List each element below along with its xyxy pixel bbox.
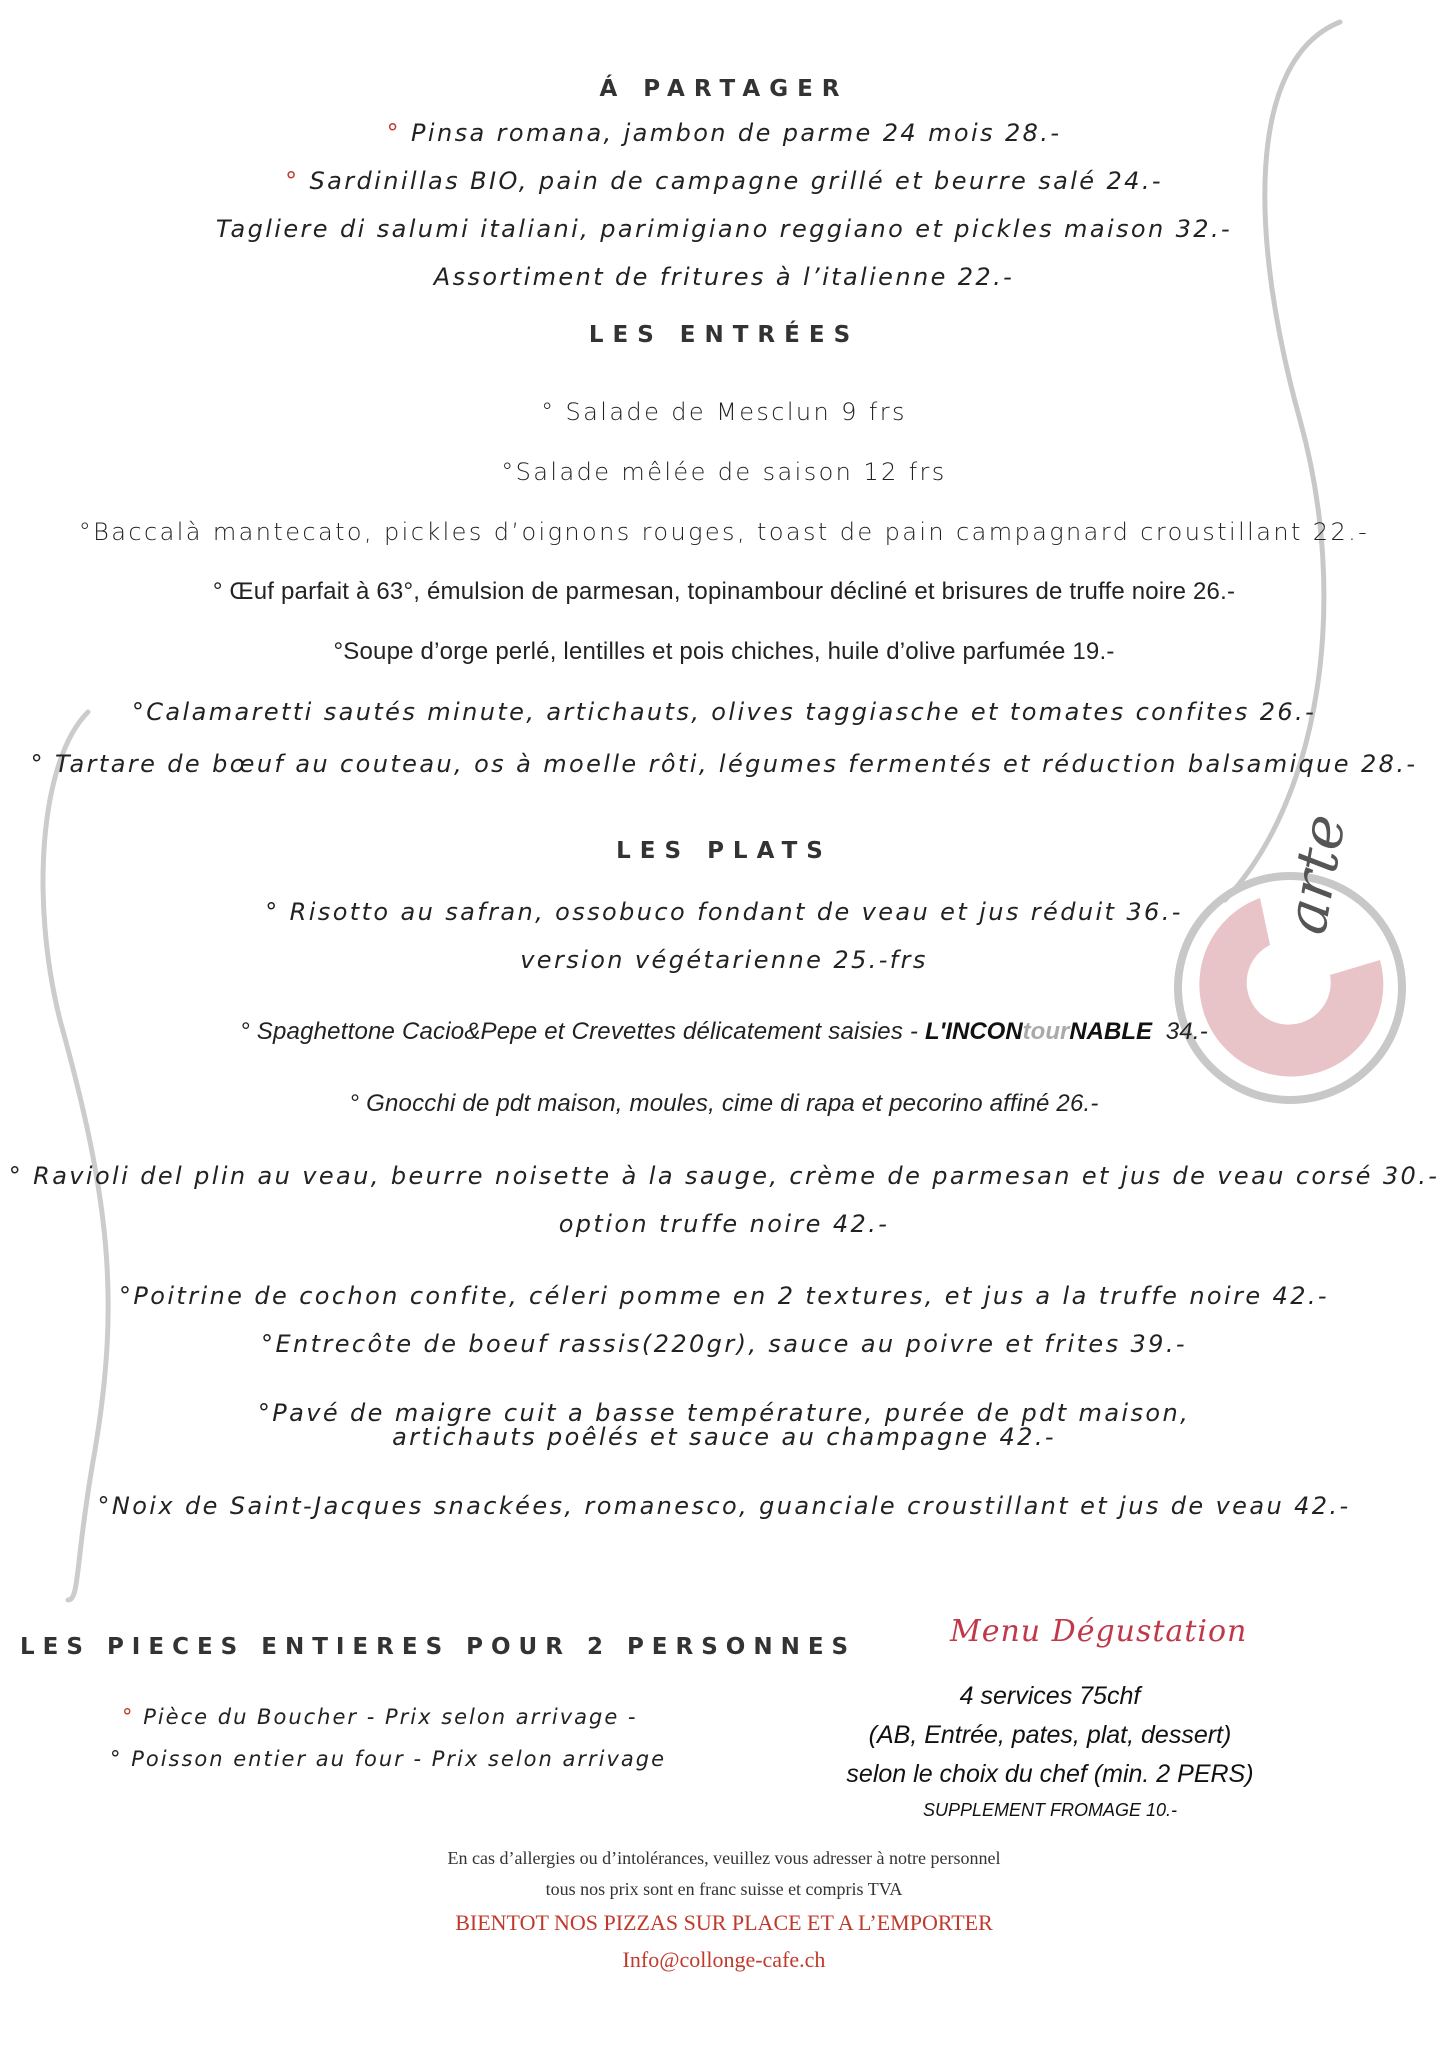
pizzas-note: BIENTOT NOS PIZZAS SUR PLACE ET A L’EMPORTER: [455, 1910, 993, 1935]
menu-item: °Entrecôte de boeuf rassis(220gr), sauce au poivre et frites 39.-: [261, 1330, 1187, 1358]
menu-item: °Soupe d’orge perlé, lentilles et pois chiches, huile d’olive parfumée 19.-: [333, 638, 1115, 665]
menu-item: ° Pièce du Boucher - Prix selon arrivage -: [122, 1705, 638, 1729]
section-title-plats: LES PLATS: [616, 838, 832, 864]
menu-item: ° Salade de Mesclun 9 frs: [541, 398, 907, 426]
degustation-line: (AB, Entrée, pates, plat, dessert): [868, 1721, 1232, 1749]
menu-item: ° Ravioli del plin au veau, beurre noisette à la sauge, crème de parmesan et jus de veau corsé 30.-: [8, 1162, 1440, 1190]
menu-item: option truffe noire 42.-: [558, 1210, 890, 1238]
menu-item: °Noix de Saint-Jacques snackées, romanesco, guanciale croustillant et jus de veau 42.-: [97, 1492, 1351, 1520]
allergy-note: En cas d’allergies ou d’intolérances, veuillez vous adresser à notre personnel: [447, 1848, 1001, 1868]
menu-item: ° Pinsa romana, jambon de parme 24 mois 28.-: [386, 119, 1062, 147]
menu-item: ° Œuf parfait à 63°, émulsion de parmesan, topinambour décliné et brisures de truffe noire 26.-: [212, 578, 1236, 605]
menu-item: °Calamaretti sautés minute, artichauts, olives taggiasche et tomates confites 26.-: [131, 698, 1317, 726]
menu-item: °Poitrine de cochon confite, céleri pomme en 2 textures, et jus a la truffe noire 42.-: [119, 1282, 1329, 1310]
degustation-line: SUPPLEMENT FROMAGE 10.-: [922, 1800, 1178, 1820]
menu-item: ° Gnocchi de pdt maison, moules, cime di rapa et pecorino affiné 26.-: [349, 1090, 1099, 1117]
menu-item: °Pavé de maigre cuit a basse température, purée de pdt maison,: [257, 1399, 1191, 1427]
degustation-title: Menu Dégustation: [950, 1614, 1248, 1649]
menu-item: °Baccalà mantecato, pickles d’oignons rouges, toast de pain campagnard croustillant 22.-: [78, 518, 1370, 546]
menu-item: version végétarienne 25.-frs: [520, 946, 928, 974]
degustation-line: selon le choix du chef (min. 2 PERS): [846, 1760, 1254, 1788]
degree-mark: °: [386, 119, 401, 147]
menu-item: ° Spaghettone Cacio&Pepe et Crevettes délicatement saisies - L'INCONtourNABLE 34.-: [240, 1018, 1208, 1045]
menu-item: ° Sardinillas BIO, pain de campagne grillé et beurre salé 24.-: [285, 167, 1163, 195]
menu-item: artichauts poêlés et sauce au champagne 42.-: [392, 1423, 1056, 1451]
inconournable-label: L'INCONtourNABLE: [924, 1018, 1152, 1045]
contact-email[interactable]: Info@collonge-cafe.ch: [622, 1947, 826, 1972]
menu-item: Tagliere di salumi italiani, parimigiano reggiano et pickles maison 32.-: [215, 215, 1233, 243]
degree-mark: °: [285, 167, 300, 195]
prices-note: tous nos prix sont en franc suisse et compris TVA: [545, 1879, 903, 1899]
menu-item: ° Risotto au safran, ossobuco fondant de veau et jus réduit 36.-: [265, 898, 1183, 926]
logo-text: arte: [1271, 809, 1359, 939]
degustation-line: 4 services 75chf: [959, 1682, 1141, 1710]
section-title-pieces: LES PIECES ENTIERES POUR 2 PERSONNES: [20, 1634, 857, 1660]
menu-item: Assortiment de fritures à l’italienne 22.-: [433, 263, 1015, 291]
menu-item: ° Poisson entier au four - Prix selon arrivage: [110, 1747, 667, 1771]
menu-item: °Salade mêlée de saison 12 frs: [501, 458, 947, 486]
section-title-entrees: LES ENTRÉES: [588, 322, 860, 348]
menu-item: ° Tartare de bœuf au couteau, os à moelle rôti, légumes fermentés et réduction balsamique 28.-: [30, 750, 1418, 778]
section-title-partager: Á PARTAGER: [599, 76, 849, 102]
